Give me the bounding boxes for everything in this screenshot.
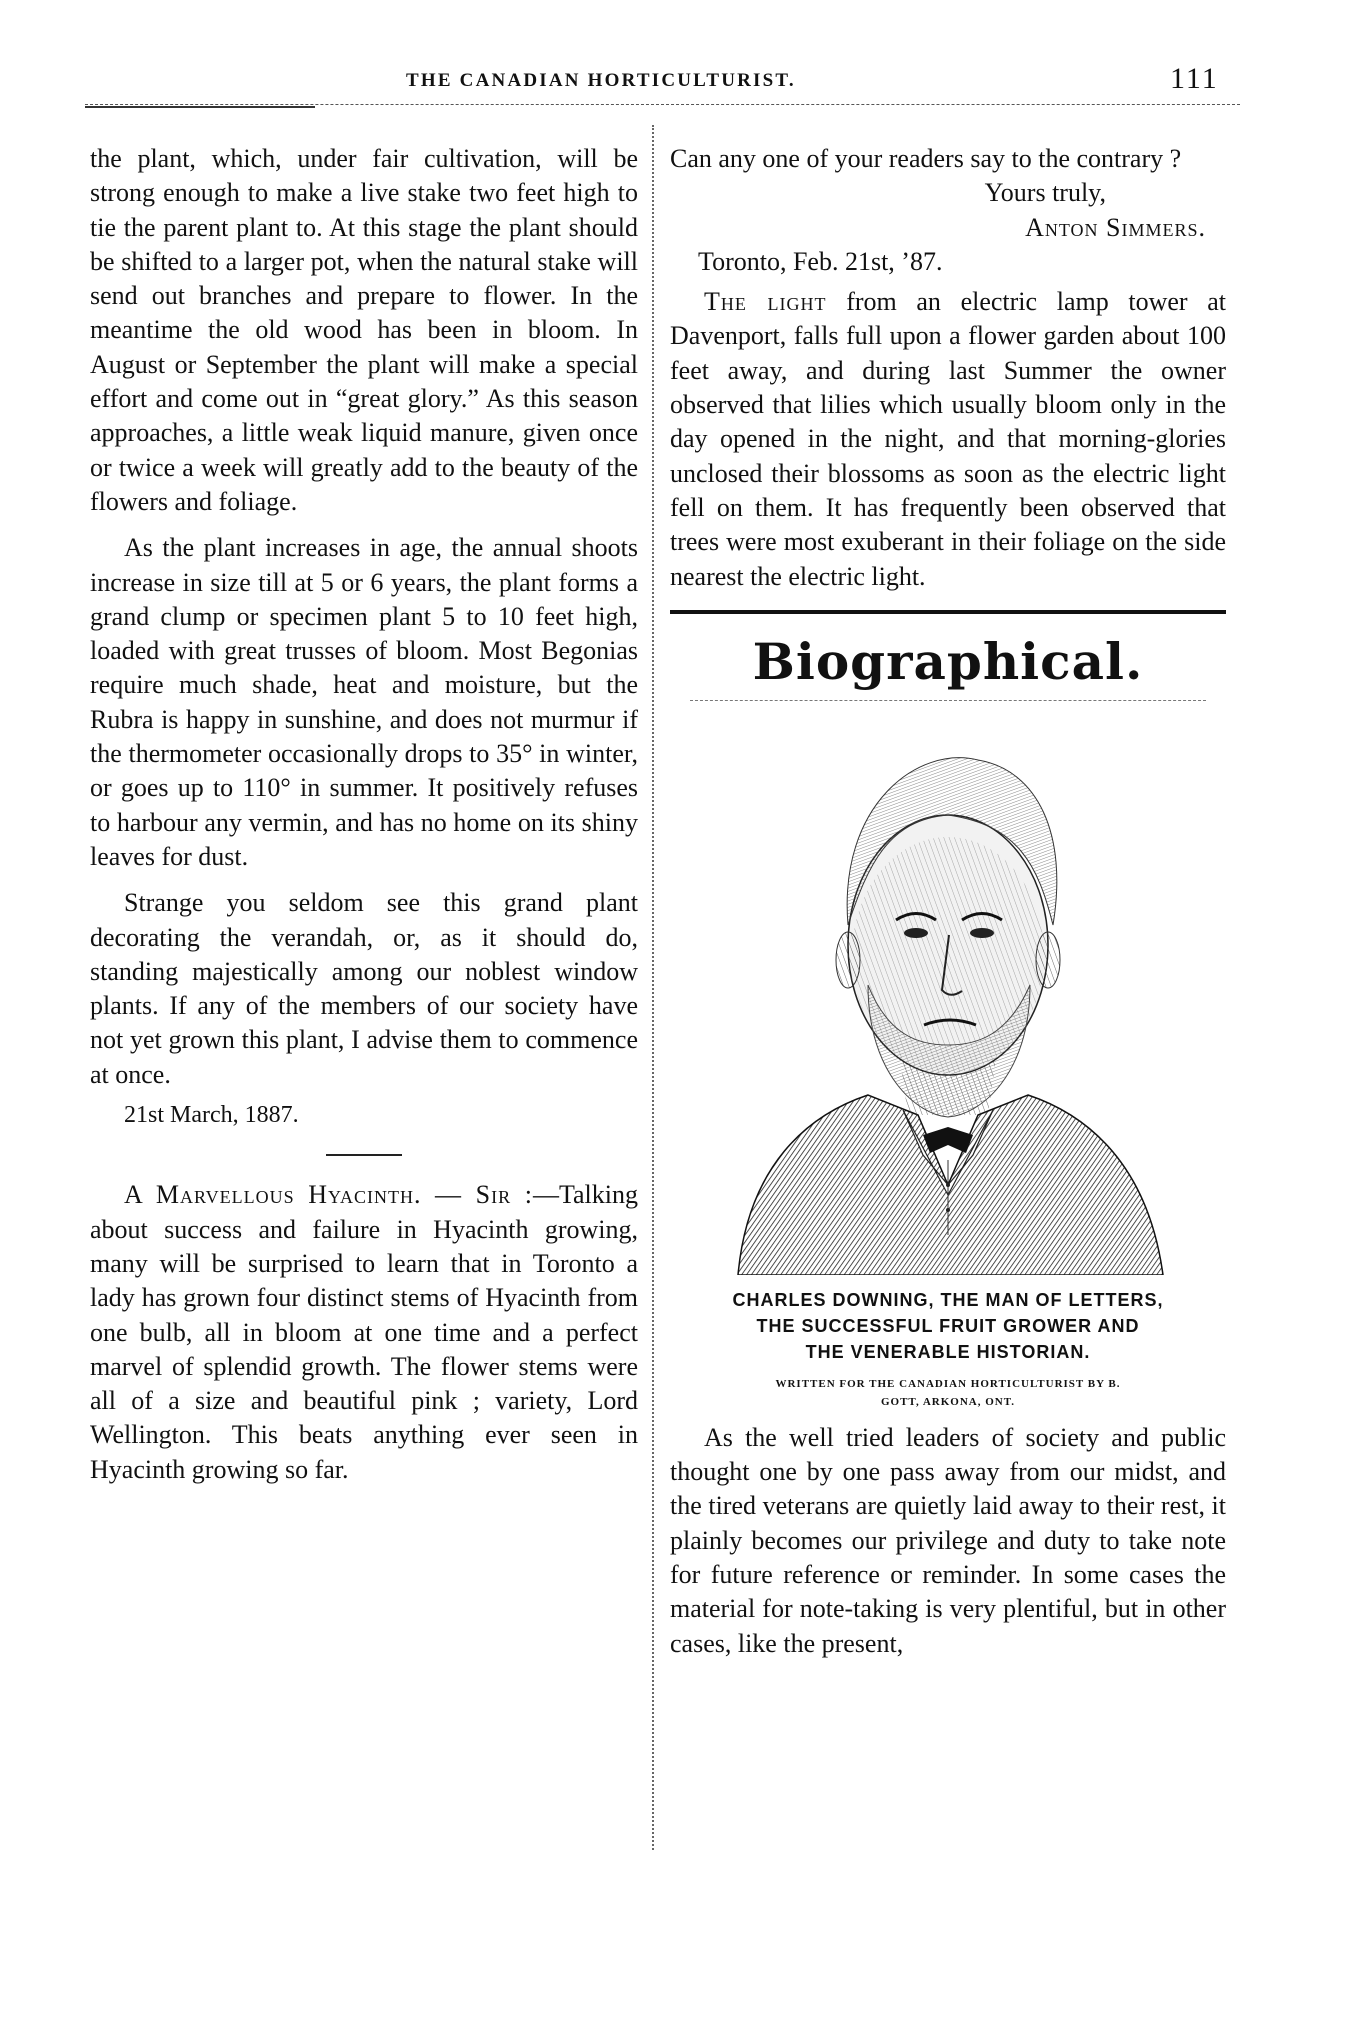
hyacinth-continued: Can any one of your readers say to the contrary ?: [670, 144, 1182, 173]
header-rule-accent: [85, 106, 315, 108]
letter-closing: Yours truly,: [984, 178, 1106, 208]
hyacinth-paragraph: [90, 1178, 638, 1487]
left-column: [90, 142, 638, 1487]
electric-light-paragraph: [670, 285, 1226, 594]
portrait-caption: [670, 1287, 1226, 1365]
byline-line: GOTT, ARKONA, ONT.: [880, 1395, 1016, 1408]
letter-signature: Anton Simmers.: [1025, 212, 1206, 242]
biography-paragraph: As the well tried leaders of society and public thought one by one pass away from our midst, and the tired veterans are quietly laid away to their rest, it plainly becomes our privilege and duty to take note for future reference or reminder. In some cases the material for note-taking is very plentiful, but in other cases, like the present,: [670, 1422, 1226, 1658]
section-separator: [326, 1154, 402, 1156]
caption-line: CHARLES DOWNING, THE MAN OF LETTERS,: [732, 1289, 1164, 1310]
hyacinth-body: —Talking about success and failure in Hyacinth growing, many will be surprised to learn that in Toronto a lady has grown four distinct stems of Hyacinth from one bulb, all in bloom at one time and a perfect marvel of splendid growth. The flower stems were all of a size and beautiful pink ; variety, Lord Wellington. This beats anything ever seen in Hyacinth growing so far.: [90, 1180, 638, 1484]
header-rule: [85, 104, 1240, 105]
caption-line: THE SUCCESSFUL FRUIT GROWER AND: [756, 1315, 1140, 1336]
byline-line: WRITTEN FOR THE CANADIAN HORTICULTURIST BY B.: [775, 1377, 1121, 1390]
hyacinth-title: A Marvellous Hyacinth. — Sir :: [124, 1180, 533, 1210]
column-divider: [652, 125, 654, 1850]
byline: [670, 1375, 1226, 1411]
electric-light-body: from an electric lamp tower at Davenport, falls full upon a flower garden about 100 feet away, and during last Summer the owner observed that lilies which usually bloom only in the day opened in the night, and that morning-glories unclosed their blossoms as soon as the electric light fell on them. It has frequently been observed that trees were most exuberant in their foliage on the side nearest the electric light.: [670, 287, 1227, 591]
begonia-paragraph-2: As the plant increases in age, the annual shoots increase in size till at 5 or 6 years, the plant forms a grand clump or specimen plant 5 to 10 feet high, loaded with great trusses of bloom. Most Begonias require much shade, heat and moisture, but the Rubra is happy in sunshine, and does not murmur if the thermometer occasionally drops to 35° in winter, or goes up to 110° in summer. It positively refuses to harbour any vermin, and has no home on its shiny leaves for dust.: [90, 533, 638, 871]
section-heading: Biographical.: [752, 631, 1144, 691]
right-column: [670, 142, 1226, 1661]
caption-line: THE VENERABLE HISTORIAN.: [805, 1341, 1091, 1362]
page-number: 111: [1170, 62, 1219, 95]
portrait-illustration: [718, 715, 1178, 1275]
heavy-rule: [670, 610, 1226, 614]
letter-dateline: Toronto, Feb. 21st, ’87.: [698, 246, 943, 276]
article-date: 21st March, 1887.: [124, 1102, 299, 1129]
running-header: [0, 60, 1365, 100]
begonia-paragraph-3: Strange you seldom see this grand plant decorating the verandah, or, as it should do, standing majestically among our noblest window plants. If any of the members of our society have not yet grown this plant, I advise them to commence at once.: [90, 888, 638, 1089]
running-title: THE CANADIAN HORTICULTURIST.: [406, 70, 796, 91]
portrait-engraving: [718, 715, 1178, 1275]
electric-light-lead: The light: [704, 287, 827, 317]
begonia-paragraph-1: the plant, which, under fair cultivation, will be strong enough to make a live stake two feet high to tie the parent plant to. At this stage the plant should be shifted to a larger pot, when the natural stake will send out branches and prepare to flower. In the meantime the old wood has been in bloom. In August or September the plant will make a special effort and come out in “great glory.” As this season approaches, a little weak liquid manure, given once or twice a week will greatly add to the beauty of the flowers and foliage.: [90, 144, 638, 516]
heading-underline: [690, 700, 1206, 701]
